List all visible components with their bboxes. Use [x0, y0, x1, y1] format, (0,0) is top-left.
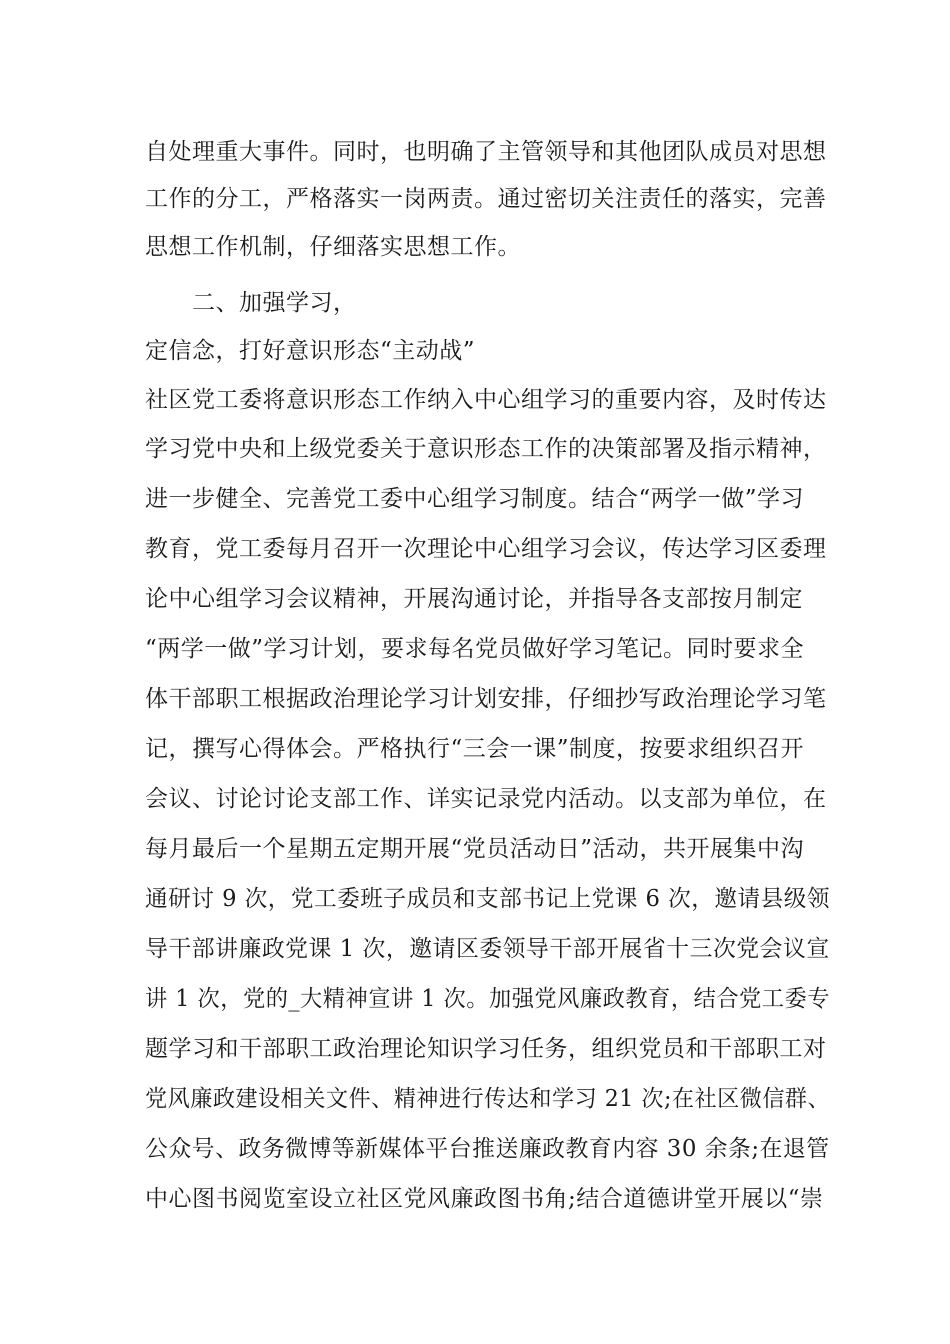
paragraph-line: 学习党中央和上级党委关于意识形态工作的决策部署及指示精神， [145, 436, 827, 462]
section-heading: 二、加强学习， [192, 290, 357, 316]
paragraph-line: 记，撰写心得体会。严格执行“三会一课”制度，按要求组织召开 [145, 736, 805, 762]
paragraph-line: “两学一做”学习计划，要求每名党员做好学习笔记。同时要求全 [145, 636, 805, 662]
paragraph-line: 体干部职工根据政治理论学习计划安排，仔细抄写政治理论学习笔 [145, 686, 827, 712]
paragraph-line: 中心图书阅览室设立社区党风廉政图书角;结合道德讲堂开展以“崇 [145, 1186, 824, 1212]
section-heading-continuation: 定信念，打好意识形态“主动战” [145, 338, 476, 364]
paragraph-line: 公众号、政务微博等新媒体平台推送廉政教育内容 30 余条;在退管 [145, 1136, 830, 1162]
paragraph-line: 讲 1 次，党的_大精神宣讲 1 次。加强党风廉政教育，结合党工委专 [145, 986, 831, 1012]
paragraph-line: 通研讨 9 次，党工委班子成员和支部书记上党课 6 次，邀请县级领 [145, 886, 831, 912]
paragraph-line: 思想工作机制，仔细落实思想工作。 [145, 234, 521, 260]
paragraph-line: 自处理重大事件。同时，也明确了主管领导和其他团队成员对思想 [145, 139, 827, 165]
paragraph-line: 题学习和干部职工政治理论知识学习任务，组织党员和干部职工对 [145, 1036, 827, 1062]
paragraph-line: 进一步健全、完善党工委中心组学习制度。结合“两学一做”学习 [145, 486, 805, 512]
paragraph-line: 教育，党工委每月召开一次理论中心组学习会议，传达学习区委理 [145, 536, 827, 562]
paragraph-line: 工作的分工，严格落实一岗两责。通过密切关注责任的落实，完善 [145, 186, 827, 212]
paragraph-line: 党风廉政建设相关文件、精神进行传达和学习 21 次;在社区微信群、 [145, 1086, 831, 1112]
paragraph-line: 导干部讲廉政党课 1 次，邀请区委领导干部开展省十三次党会议宣 [145, 936, 830, 962]
paragraph-line: 会议、讨论讨论支部工作、详实记录党内活动。以支部为单位，在 [145, 786, 827, 812]
paragraph-line: 每月最后一个星期五定期开展“党员活动日”活动，共开展集中沟 [145, 836, 805, 862]
paragraph-line: 论中心组学习会议精神，开展沟通讨论，并指导各支部按月制定 [145, 586, 803, 612]
paragraph-line: 社区党工委将意识形态工作纳入中心组学习的重要内容，及时传达 [145, 387, 827, 413]
